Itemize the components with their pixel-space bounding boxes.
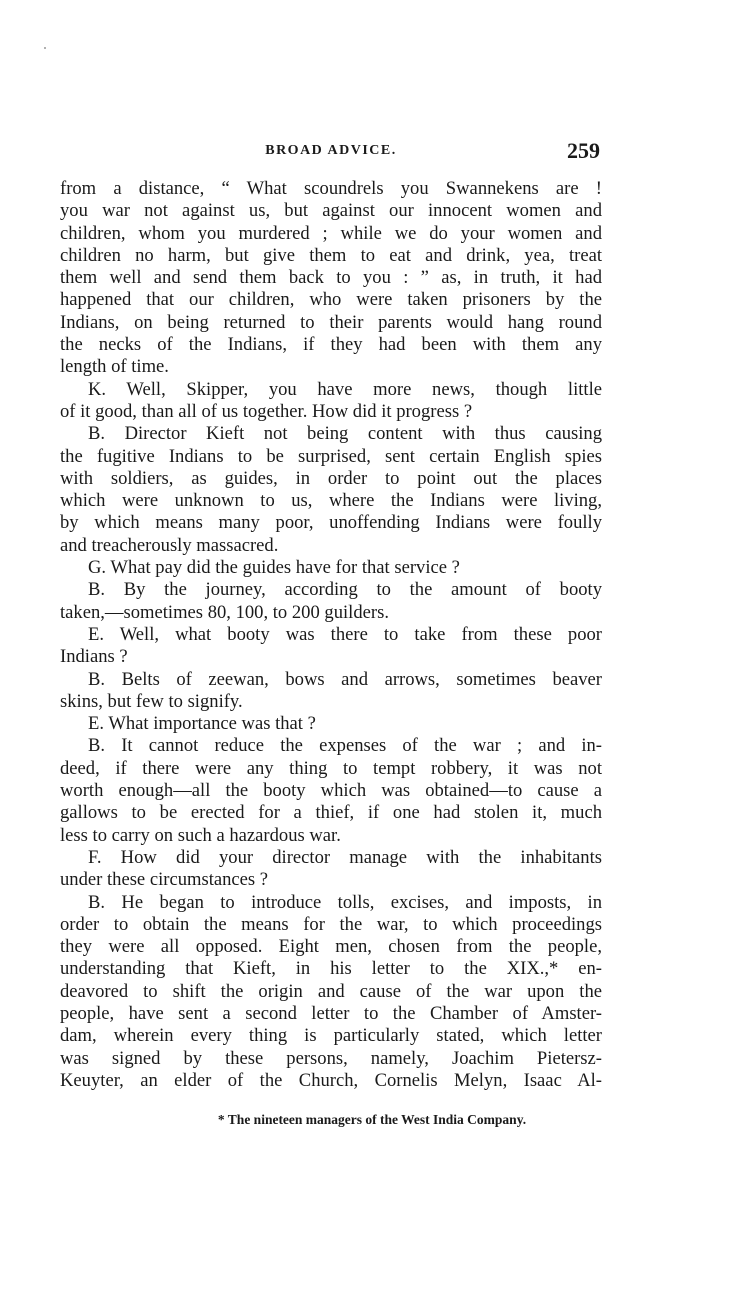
text-line: Indians ? (60, 646, 128, 668)
text-line: children, whom you murdered ; while we do your women and (60, 222, 602, 244)
text-line: deed, if there were any thing to tempt robbery, it was not (60, 757, 602, 779)
text-line: F. How did your director manage with the inhabitants (88, 846, 602, 868)
text-line: Keuyter, an elder of the Church, Cornelis Melyn, Isaac Al- (60, 1069, 602, 1091)
text-line: happened that our children, who were taken prisoners by the (60, 289, 602, 311)
text-line: B. Director Kieft not being content with thus causing (88, 423, 602, 445)
text-line: skins, but few to signify. (60, 690, 243, 712)
text-line: understanding that Kieft, in his letter to the XIX.,* en- (60, 958, 602, 980)
text-line: children no harm, but give them to eat and drink, yea, treat (60, 244, 602, 266)
running-title: BROAD ADVICE. (265, 143, 397, 158)
text-line: less to carry on such a hazardous war. (60, 824, 341, 846)
text-line: B. By the journey, according to the amount of booty (88, 579, 602, 601)
paragraph (60, 892, 602, 1093)
text-line: them well and send them back to you : ” as, in truth, it had (60, 267, 602, 289)
text-line: B. It cannot reduce the expenses of the war ; and in- (88, 735, 602, 757)
body-text (60, 178, 602, 1092)
text-line: people, have sent a second letter to the Chamber of Amster- (60, 1002, 602, 1024)
text-line: you war not against us, but against our innocent women and (60, 200, 602, 222)
paragraph (60, 735, 602, 846)
text-line: dam, wherein every thing is particularly stated, which letter (60, 1025, 602, 1047)
paragraph (60, 847, 602, 892)
text-line: and treacherously massacred. (60, 534, 279, 556)
paragraph (60, 557, 602, 579)
text-line: B. Belts of zeewan, bows and arrows, sometimes beaver (88, 668, 602, 690)
text-line: from a distance, “ What scoundrels you Swannekens are ! (60, 178, 602, 199)
text-line: K. Well, Skipper, you have more news, though little (88, 378, 602, 400)
paragraph (60, 379, 602, 424)
footnote: * The nineteen managers of the West India Company. (217, 1112, 527, 1127)
text-line: G. What pay did the guides have for that service ? (88, 557, 460, 579)
paragraph (60, 178, 602, 379)
paragraph (60, 669, 602, 714)
text-line: Indians, on being returned to their parents would hang round (60, 311, 602, 333)
paper-speck (44, 47, 46, 49)
text-line: B. He began to introduce tolls, excises, and imposts, in (88, 891, 602, 913)
text-line: deavored to shift the origin and cause of the war upon the (60, 980, 602, 1002)
paragraph (60, 579, 602, 624)
text-line: the necks of the Indians, if they had been with them any (60, 334, 602, 356)
text-line: was signed by these persons, namely, Joachim Pietersz- (60, 1047, 602, 1069)
text-line: E. What importance was that ? (88, 713, 316, 735)
paragraph (60, 423, 602, 557)
text-line: the fugitive Indians to be surprised, sent certain English spies (60, 445, 602, 467)
text-line: of it good, than all of us together. How did it progress ? (60, 400, 473, 422)
page-header (60, 138, 602, 168)
text-line: worth enough—all the booty which was obtained—to cause a (60, 780, 602, 802)
paragraph (60, 624, 602, 669)
text-line: order to obtain the means for the war, to which proceedings (60, 913, 602, 935)
text-line: with soldiers, as guides, in order to point out the places (60, 467, 602, 489)
page-number: 259 (567, 138, 600, 163)
text-line: which were unknown to us, where the Indians were living, (60, 490, 602, 512)
text-line: length of time. (60, 356, 169, 378)
text-line: they were all opposed. Eight men, chosen from the people, (60, 936, 602, 958)
paragraph (60, 713, 602, 735)
text-line: under these circumstances ? (60, 869, 269, 891)
text-line: by which means many poor, unoffending Indians were foully (60, 512, 602, 534)
text-line: gallows to be erected for a thief, if one had stolen it, much (60, 802, 602, 824)
text-line: taken,—sometimes 80, 100, to 200 guilders. (60, 601, 389, 623)
text-line: E. Well, what booty was there to take from these poor (88, 623, 602, 645)
